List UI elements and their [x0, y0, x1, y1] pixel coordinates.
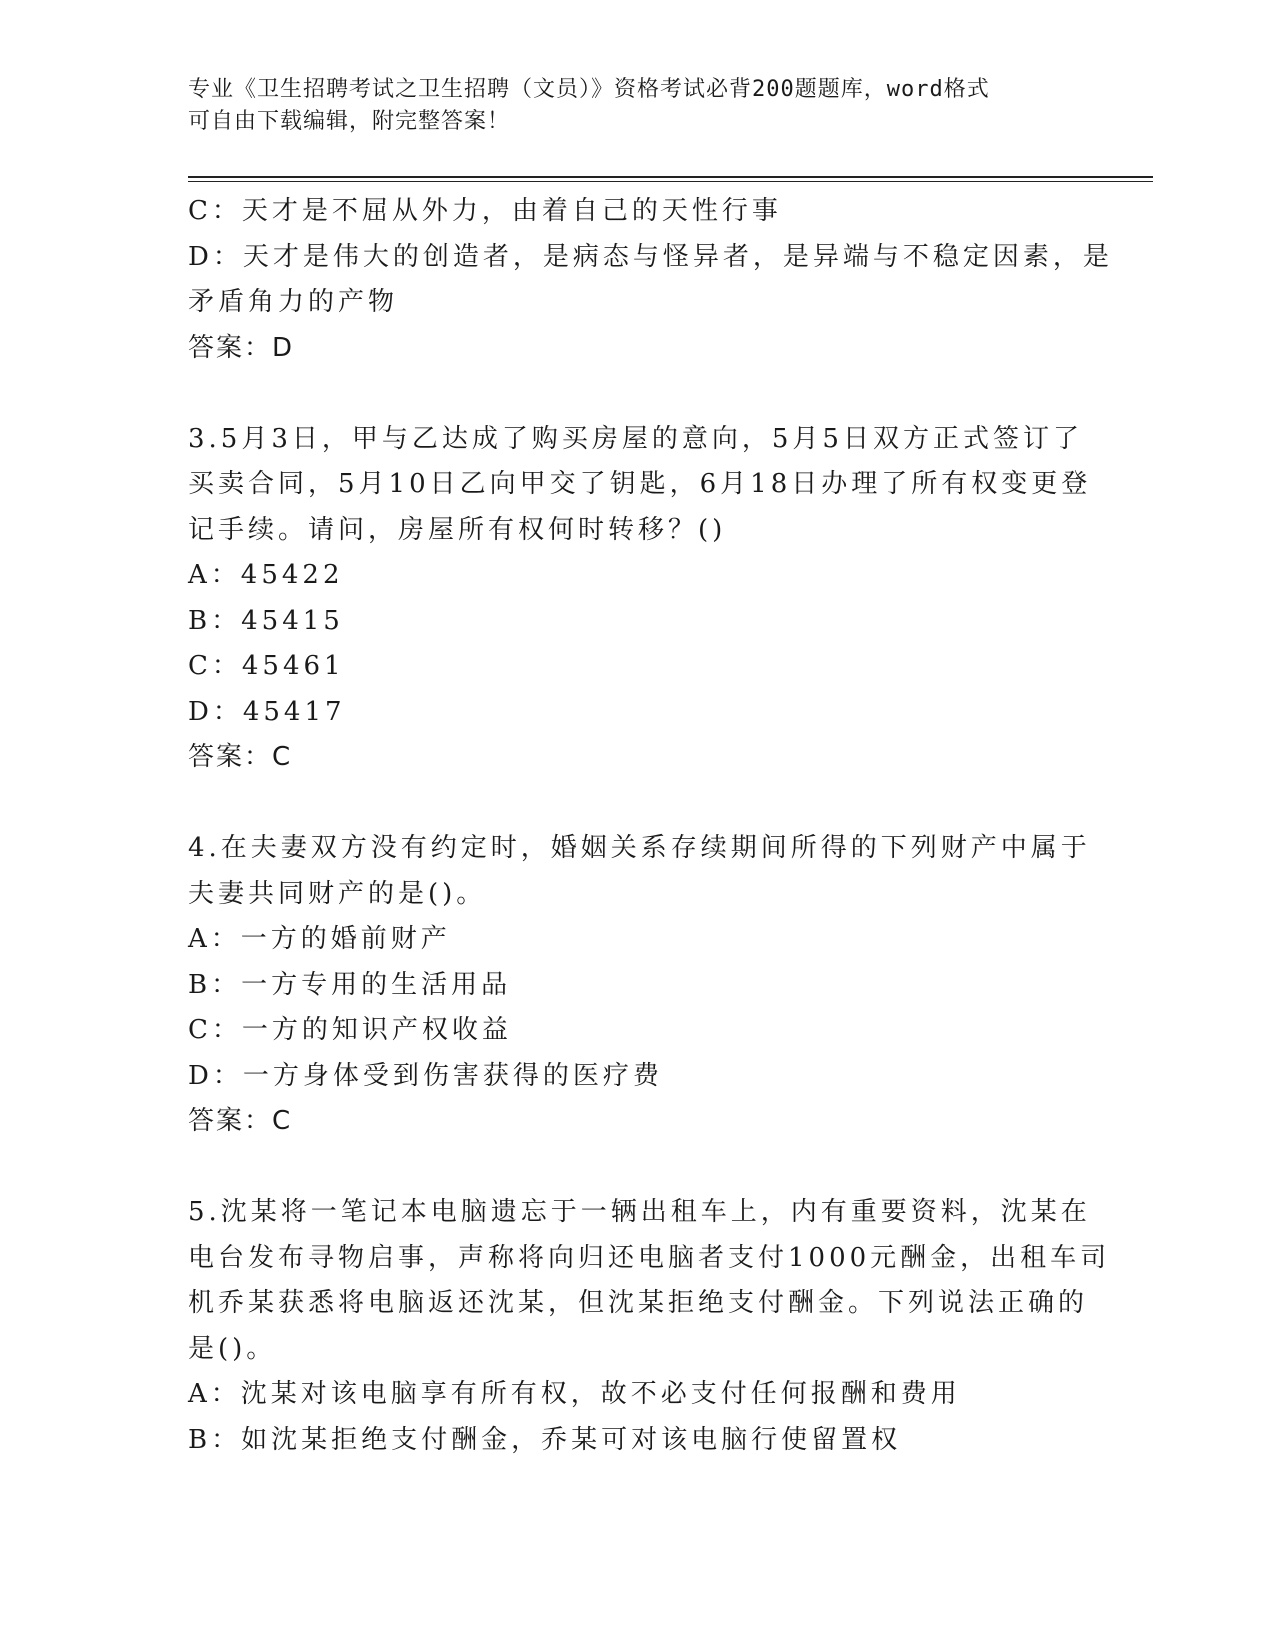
question-4-block — [188, 826, 1091, 1145]
q2-option-d-line-1: D：天才是伟大的创造者，是病态与怪异者，是异端与不稳定因素，是 — [188, 241, 1113, 272]
q5-stem-line-1: 5.沈某将一笔记本电脑遗忘于一辆出租车上，内有重要资料，沈某在 — [188, 1197, 1091, 1227]
q3-option-a: A：45422 — [188, 560, 344, 590]
q4-option-d: D：一方身体受到伤害获得的医疗费 — [188, 1060, 663, 1091]
header-title-line-2: 可自由下载编辑，附完整答案！ — [188, 109, 511, 134]
q3-option-d: D：45417 — [188, 696, 346, 727]
q2-option-c: C：天才是不屈从外力，由着自己的天性行事 — [188, 196, 782, 226]
q3-option-b: B：45415 — [188, 605, 344, 636]
header-divider-thin — [188, 181, 1153, 182]
q3-stem-line-3: 记手续。请问，房屋所有权何时转移？() — [188, 514, 727, 545]
header-divider-thick — [188, 176, 1153, 178]
question-2-block — [188, 189, 1113, 371]
q2-option-d-line-2: 矛盾角力的产物 — [188, 287, 399, 317]
q3-option-c: C：45461 — [188, 651, 345, 681]
q5-stem-line-4: 是()。 — [188, 1333, 277, 1364]
q2-answer: 答案：D — [188, 332, 295, 363]
question-spacer — [188, 1145, 1088, 1191]
q4-option-c: C：一方的知识产权收益 — [188, 1015, 512, 1045]
q3-answer: 答案：C — [188, 742, 293, 772]
q4-stem-line-1: 4.在夫妻双方没有约定时，婚姻关系存续期间所得的下列财产中属于 — [188, 833, 1091, 863]
q4-answer: 答案：C — [188, 1106, 293, 1136]
question-3-block — [188, 417, 1092, 781]
header-title-line-1: 专业《卫生招聘考试之卫生招聘（文员）》资格考试必背200题题库，word格式 — [188, 77, 990, 102]
question-5-block — [188, 1190, 1111, 1463]
document-header — [188, 74, 1078, 138]
q3-stem-line-1: 3.5月3日，甲与乙达成了购买房屋的意向，5月5日双方正式签订了 — [188, 423, 1083, 454]
q5-option-a: A：沈某对该电脑享有所有权，故不必支付任何报酬和费用 — [188, 1379, 961, 1409]
q5-option-b: B：如沈某拒绝支付酬金，乔某可对该电脑行使留置权 — [188, 1424, 902, 1455]
q5-stem-line-3: 机乔某获悉将电脑返还沈某，但沈某拒绝支付酬金。下列说法正确的 — [188, 1288, 1089, 1318]
q4-stem-line-2: 夫妻共同财产的是()。 — [188, 878, 487, 909]
question-content — [188, 189, 1113, 1463]
q4-option-a: A：一方的婚前财产 — [188, 924, 451, 954]
q4-option-b: B：一方专用的生活用品 — [188, 969, 512, 1000]
question-spacer — [188, 371, 1088, 417]
question-spacer — [188, 781, 1088, 827]
q5-stem-line-2: 电台发布寻物启事，声称将向归还电脑者支付1000元酬金，出租车司 — [188, 1242, 1111, 1273]
q3-stem-line-2: 买卖合同，5月10日乙向甲交了钥匙，6月18日办理了所有权变更登 — [188, 469, 1092, 499]
